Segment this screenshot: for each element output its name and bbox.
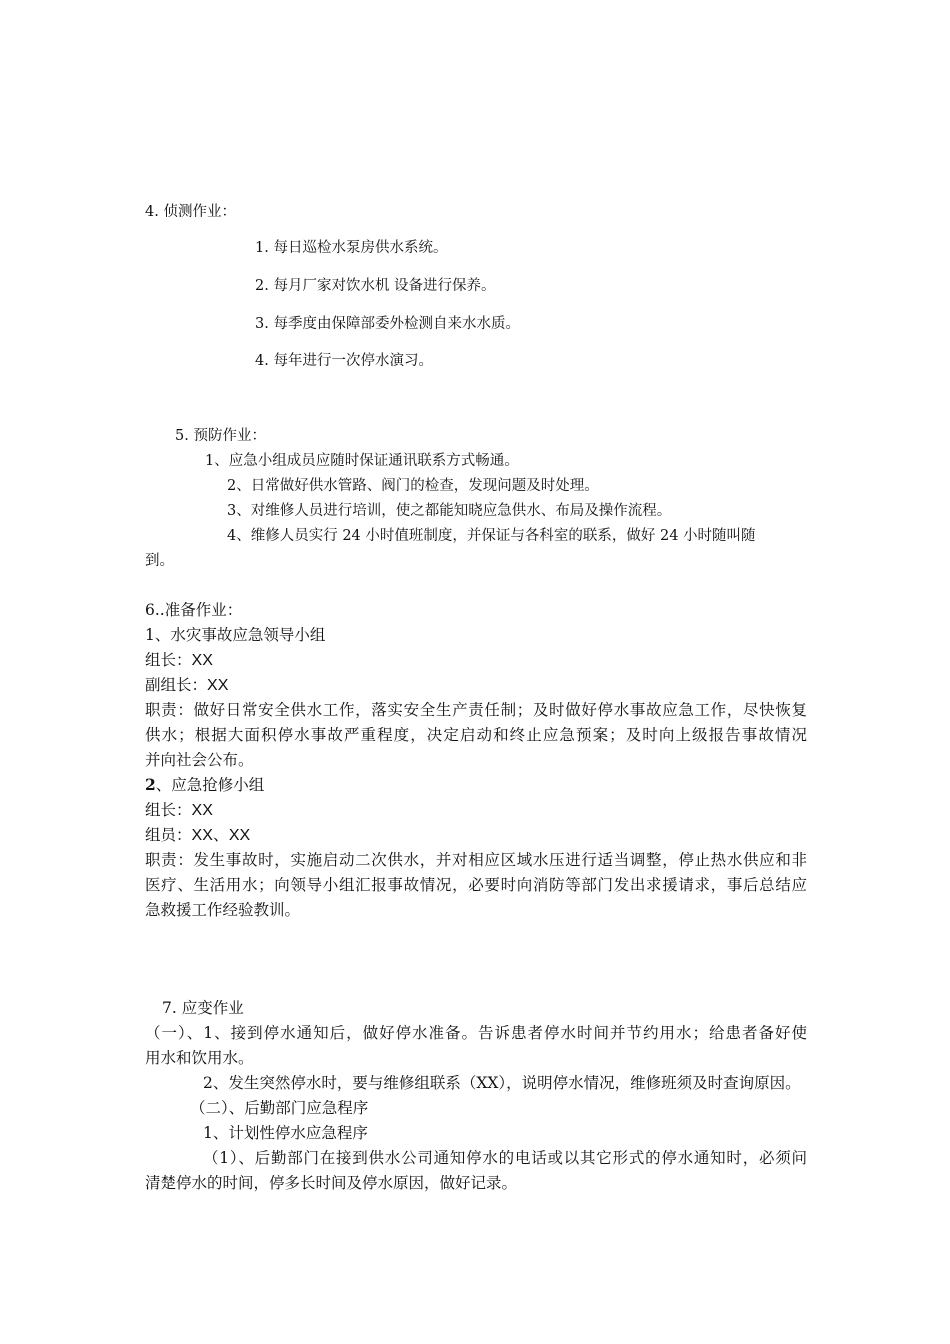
section-7-line-5: 1、计划性停水应急程序 — [203, 1124, 368, 1142]
group-2-leader — [145, 800, 213, 821]
deputy-label: 副组长： — [145, 676, 208, 694]
group-2-title-text: 、应急抢修小组 — [155, 776, 265, 794]
group-2-duty-line-1: 职责：发生事故时，实施启动二次供水，并对相应区域水压进行适当调整，停止热水供应和非 — [145, 851, 807, 869]
group-1-leader — [145, 650, 213, 671]
section-7-line-7: 清楚停水的时间，停多长时间及停水原因，做好记录。 — [145, 1174, 518, 1192]
section-4-item-4: 4. 每年进行一次停水演习。 — [255, 353, 433, 369]
group-1-duty-line-3: 并向社会公布。 — [145, 751, 254, 769]
section-6-title: 6..准备作业： — [145, 601, 243, 619]
group-1-duty-line-1: 职责：做好日常安全供水工作，落实安全生产责任制；及时做好停水事故应急工作，尽快恢复 — [145, 701, 807, 719]
section-4-item-2: 2. 每月厂家对饮水机 设备进行保养。 — [255, 278, 496, 294]
section-5-item-3: 3、对维修人员进行培训，使之都能知晓应急供水、布局及操作流程。 — [227, 503, 672, 519]
leader-value: XX — [191, 802, 213, 819]
group-1-title: 1、水灾事故应急领导小组 — [145, 626, 326, 644]
group-2-members — [145, 825, 250, 846]
section-7-line-6: （1）、后勤部门在接到供水公司通知停水的电话或以其它形式的停水通知时，必须问 — [203, 1149, 807, 1167]
group-2-duty-line-3: 急救援工作经验教训。 — [145, 901, 301, 919]
group-2-title — [145, 775, 264, 795]
group-1-duty-line-2: 供水；根据大面积停水事故严重程度，决定启动和终止应急预案；及时向上级报告事故情况 — [145, 726, 807, 744]
section-4-item-1: 1. 每日巡检水泵房供水系统。 — [255, 240, 448, 256]
group-1-deputy — [145, 675, 228, 696]
section-4-title: 4. 侦测作业： — [145, 204, 236, 220]
group-2-duty-line-2: 医疗、生活用水；向领导小组汇报事故情况，必要时向消防等部门发出求援请求，事后总结应 — [145, 876, 807, 894]
section-5-item-1: 1、应急小组成员应随时保证通讯联系方式畅通。 — [205, 453, 519, 469]
members-value: XX、XX — [191, 827, 251, 844]
deputy-value: XX — [207, 677, 229, 694]
leader-value: XX — [191, 652, 213, 669]
section-5-item-4: 4、维修人员实行 24 小时值班制度，并保证与各科室的联系，做好 24 小时随叫随 — [227, 528, 756, 544]
section-5-item-4-continued: 到。 — [145, 553, 174, 569]
section-7-title: 7. 应变作业 — [162, 999, 244, 1017]
group-2-number: 2 — [145, 775, 156, 794]
members-label: 组员： — [145, 826, 192, 844]
section-7-line-2: 用水和饮用水。 — [145, 1049, 254, 1067]
leader-label: 组长： — [145, 651, 192, 669]
section-5-title: 5. 预防作业： — [175, 428, 266, 444]
section-7-line-1: （一）、1、接到停水通知后，做好停水准备。告诉患者停水时间并节约用水；给患者备好使 — [145, 1024, 807, 1042]
section-4-item-3: 3. 每季度由保障部委外检测自来水水质。 — [255, 316, 520, 332]
section-7-line-3: 2、发生突然停水时，要与维修组联系（XX），说明停水情况，维修班须及时查询原因。 — [203, 1074, 801, 1092]
section-7-line-4: （二）、后勤部门应急程序 — [190, 1099, 369, 1117]
leader-label: 组长： — [145, 801, 192, 819]
section-5-item-2: 2、日常做好供水管路、阀门的检查，发现问题及时处理。 — [227, 478, 599, 494]
